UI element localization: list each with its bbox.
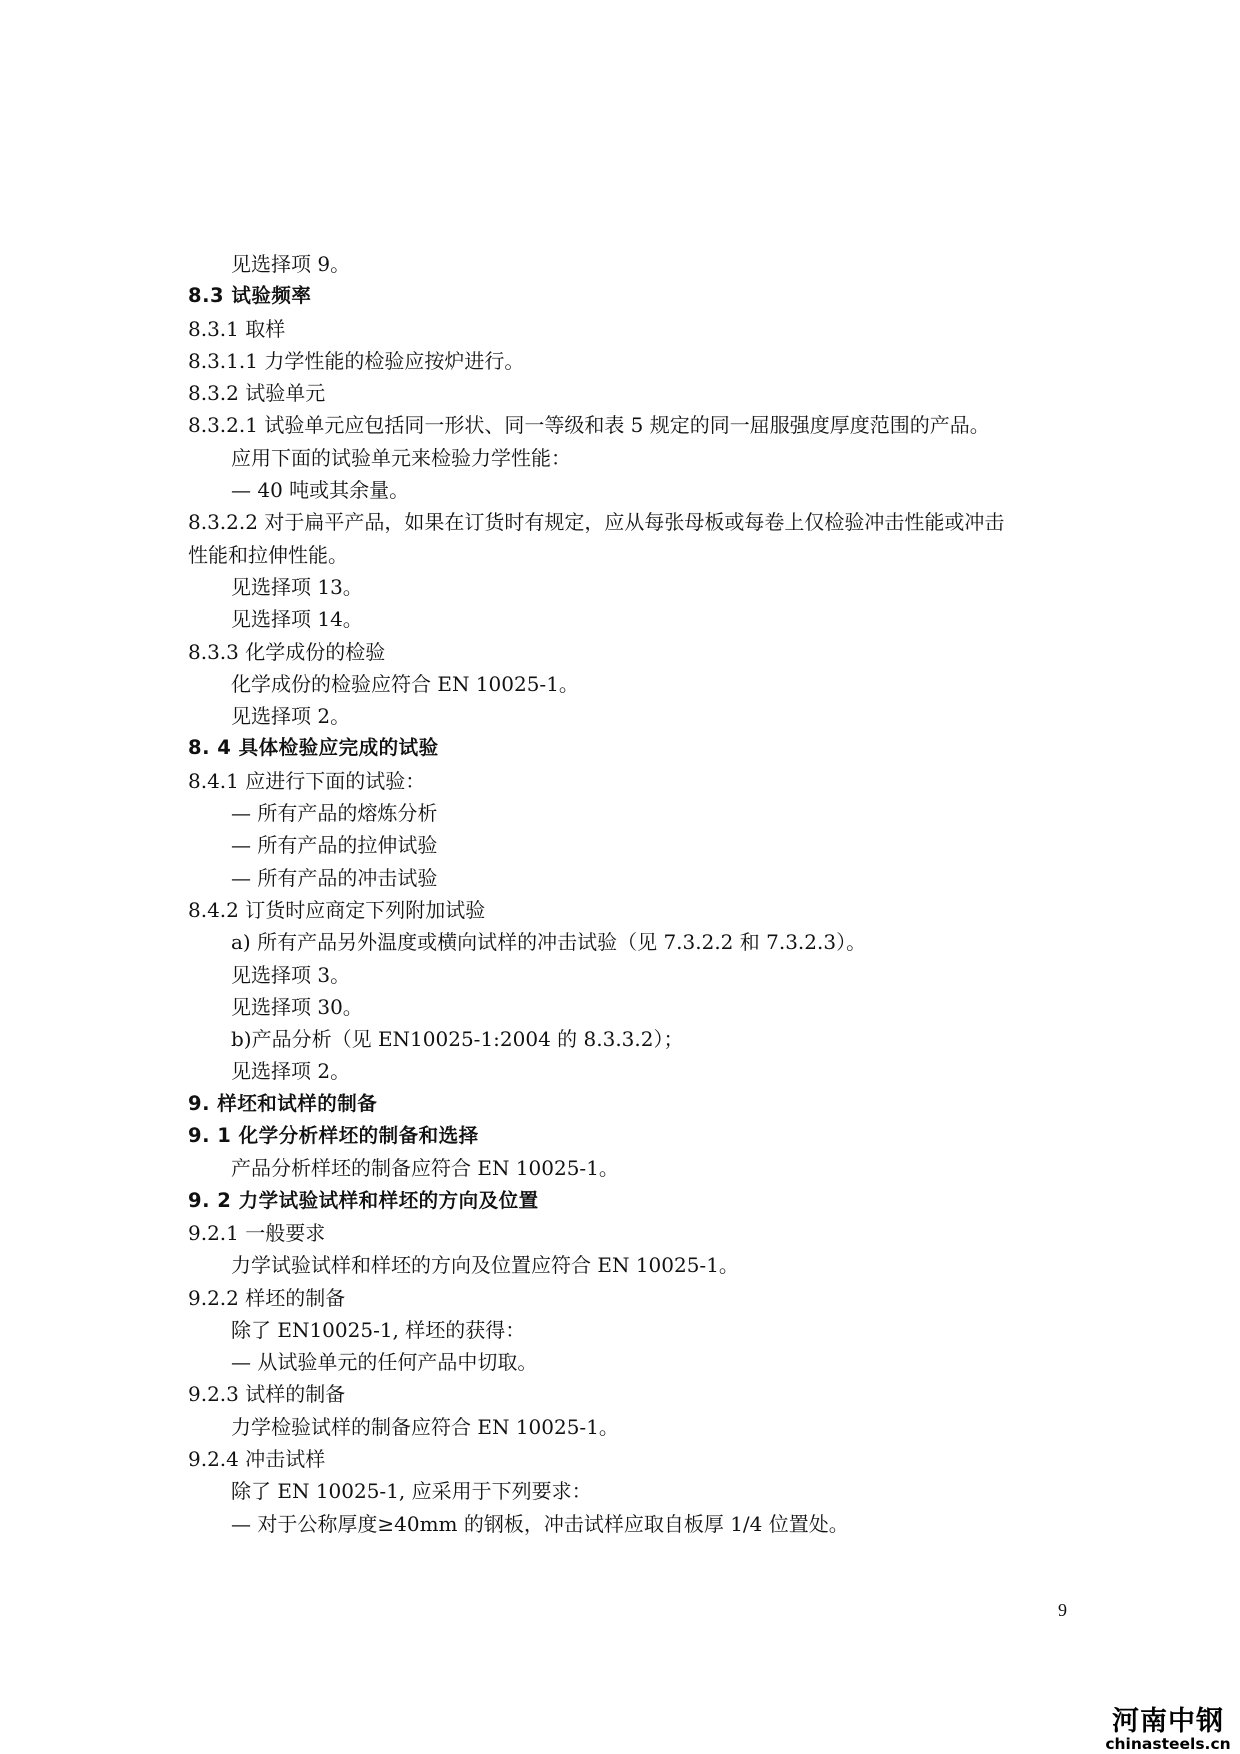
text-line: 见选择项 3。 xyxy=(231,962,351,987)
text-line: 8.3.1.1 力学性能的检验应按炉进行。 xyxy=(188,348,525,373)
section-heading: 8.3 试验频率 xyxy=(188,284,312,308)
text-line: 8.3.2.1 试验单元应包括同一形状、同一等级和表 5 规定的同一屈服强度厚度范围的产品。 xyxy=(188,413,990,438)
text-line: 见选择项 14。 xyxy=(231,607,363,632)
text-line: a) 所有产品另外温度或横向试样的冲击试验（见 7.3.2.2 和 7.3.2.3）。 xyxy=(231,930,867,955)
page-number: 9 xyxy=(1058,1600,1067,1620)
text-line: 应用下面的试验单元来检验力学性能： xyxy=(231,445,571,470)
text-line: 8.3.2.2 对于扁平产品，如果在订货时有规定，应从每张母板或每卷上仅检验冲击性能或冲击 xyxy=(188,510,1005,535)
text-line: 见选择项 30。 xyxy=(231,994,363,1019)
text-line: 8.3.2 试验单元 xyxy=(188,381,326,406)
text-line: b)产品分析（见 EN10025-1:2004 的 8.3.3.2）； xyxy=(231,1027,684,1052)
text-line: 见选择项 2。 xyxy=(231,704,351,729)
text-line: 8.3.3 化学成份的检验 xyxy=(188,639,386,664)
text-line: 除了 EN10025-1, 样坯的获得： xyxy=(231,1317,526,1342)
text-line: 力学试验试样和样坯的方向及位置应符合 EN 10025-1。 xyxy=(231,1253,739,1278)
text-line: 性能和拉伸性能。 xyxy=(188,542,348,567)
text-line: 9.2.2 样坯的制备 xyxy=(188,1285,346,1310)
watermark-domain-text: chinasteels.cn xyxy=(1105,1734,1231,1753)
text-line: 9.2.3 试样的制备 xyxy=(188,1382,346,1407)
text-line: — 从试验单元的任何产品中切取。 xyxy=(231,1350,538,1375)
text-line: 力学检验试样的制备应符合 EN 10025-1。 xyxy=(231,1414,619,1439)
text-line: — 对于公称厚度≥40mm 的钢板，冲击试样应取自板厚 1/4 位置处。 xyxy=(231,1511,849,1536)
text-line: 见选择项 9。 xyxy=(231,252,351,276)
text-line: 8.4.1 应进行下面的试验： xyxy=(188,768,426,793)
text-line: — 所有产品的冲击试验 xyxy=(231,865,438,890)
section-heading: 9. 2 力学试验试样和样坯的方向及位置 xyxy=(188,1188,539,1212)
text-line: 9.2.1 一般要求 xyxy=(188,1220,326,1245)
text-line: — 所有产品的熔炼分析 xyxy=(231,801,438,826)
section-heading: 8. 4 具体检验应完成的试验 xyxy=(188,736,439,760)
text-line: 化学成份的检验应符合 EN 10025-1。 xyxy=(231,671,579,696)
text-line: 见选择项 2。 xyxy=(231,1059,351,1084)
text-line: 产品分析样坯的制备应符合 EN 10025-1。 xyxy=(231,1156,619,1181)
text-line: 除了 EN 10025-1, 应采用于下列要求： xyxy=(231,1479,592,1504)
text-line: 9.2.4 冲击试样 xyxy=(188,1446,326,1471)
text-line: — 所有产品的拉伸试验 xyxy=(231,833,438,858)
document-body xyxy=(0,248,1240,1540)
text-line: 见选择项 13。 xyxy=(231,574,363,599)
text-line: 8.3.1 取样 xyxy=(188,316,286,341)
site-watermark-logo xyxy=(1104,1705,1232,1753)
section-heading: 9. 1 化学分析样坯的制备和选择 xyxy=(188,1124,479,1148)
section-heading: 9. 样坯和试样的制备 xyxy=(188,1091,378,1115)
watermark-chinese-text: 河南中钢 xyxy=(1112,1705,1224,1737)
text-line: — 40 吨或其余量。 xyxy=(231,478,410,503)
text-line: 8.4.2 订货时应商定下列附加试验 xyxy=(188,897,486,922)
